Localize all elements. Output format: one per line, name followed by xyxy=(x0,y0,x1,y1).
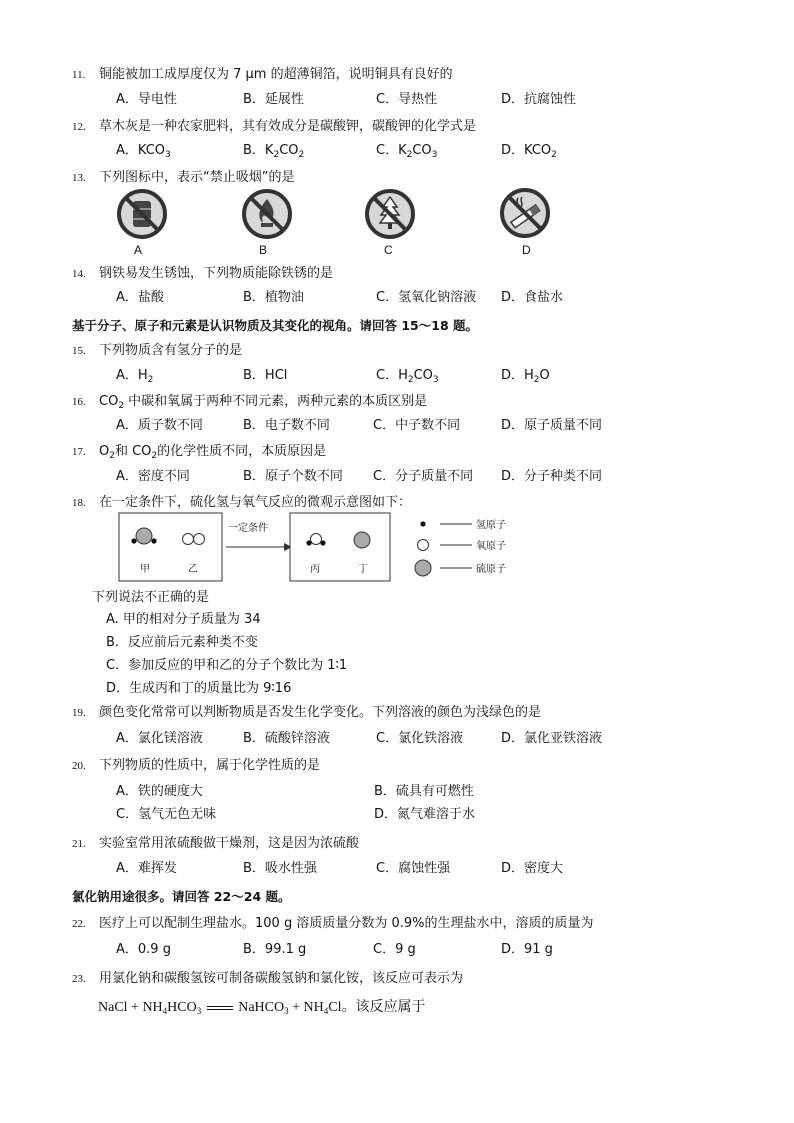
q14-option-a: A．盐酸 xyxy=(116,290,164,305)
q14-option-c: C．氢氧化钠溶液 xyxy=(376,290,477,305)
q20-number: 20. xyxy=(72,760,86,772)
q19-option-a: A．氯化镁溶液 xyxy=(116,731,203,746)
q16-option-a: A．质子数不同 xyxy=(116,418,203,433)
q22-option-d: D．91 g xyxy=(501,942,553,957)
q23-equation: NaCl + $NH_4HCO_3$ NaHCO$_3$ + $NH_4Cl$。该反应属于 xyxy=(98,1000,426,1016)
q16-stem: $CO_2$ 中碳和氧属于两种不同元素，两种元素的本质区别是 xyxy=(99,394,428,411)
label-bing: 丙 xyxy=(310,564,320,575)
q12-option-c: C．$K_2CO_3$ xyxy=(376,143,438,160)
q14-stem: 钢铁易发生锈蚀，下列物质能除铁锈的是 xyxy=(99,266,334,281)
q12-option-b: B．$K_2CO_2$ xyxy=(243,143,305,160)
q17-option-a: A．密度不同 xyxy=(116,469,190,484)
q21-option-c: C．腐蚀性强 xyxy=(376,861,451,876)
q23-stem: 用氯化钠和碳酸氢铵可制备碳酸氢钠和氯化铵，该反应可表示为 xyxy=(99,971,464,986)
q20-option-c: C．氢气无色无味 xyxy=(116,807,217,822)
q12-option-d: D．$KCO_2$ xyxy=(501,143,557,160)
q18-option-a: A. 甲的相对分子质量为 34 xyxy=(106,612,261,627)
q17-number: 17. xyxy=(72,446,86,458)
q17-option-b: B．原子个数不同 xyxy=(243,469,343,484)
legend-oxygen-label: 氧原子 xyxy=(476,541,506,552)
q16-option-c: C．中子数不同 xyxy=(373,418,461,433)
q15-option-d: D．$H_2O$ xyxy=(501,368,550,385)
q21-number: 21. xyxy=(72,838,86,850)
section-heading-22-24: 氯化钠用途很多。请回答 22～24 题。 xyxy=(72,889,291,904)
q19-option-b: B．硫酸锌溶液 xyxy=(243,731,330,746)
q12-option-a: A．$KCO_3$ xyxy=(116,143,171,160)
q11-stem: 铜能被加工成厚度仅为 7 μm 的超薄铜箔，说明铜具有良好的 xyxy=(99,67,453,82)
reaction-diagram xyxy=(118,512,538,584)
q19-option-c: C．氯化铁溶液 xyxy=(376,731,464,746)
q22-option-b: B．99.1 g xyxy=(243,942,307,957)
q18-option-d: D．生成丙和丁的质量比为 9∶16 xyxy=(106,681,292,696)
section-heading-15-18: 基于分子、原子和元素是认识物质及其变化的视角。请回答 15～18 题。 xyxy=(72,318,478,333)
q18-stem: 在一定条件下，硫化氢与氧气反应的微观示意图如下： xyxy=(99,495,412,510)
q15-option-c: C．$H_2CO_3$ xyxy=(376,368,439,385)
q21-stem: 实验室常用浓硫酸做干燥剂，这是因为浓硫酸 xyxy=(99,836,360,851)
label-yi: 乙 xyxy=(188,564,198,575)
q15-option-b: B．HCl xyxy=(243,368,288,383)
legend-hydrogen-label: 氢原子 xyxy=(476,520,506,531)
q17-stem: $O_2$和 $CO_2$的化学性质不同，本质原因是 xyxy=(99,444,327,461)
q23-number: 23. xyxy=(72,973,86,985)
q13-label-a: A xyxy=(134,243,143,257)
q15-stem: 下列物质含有氢分子的是 xyxy=(99,343,243,358)
no-logging-sign-icon xyxy=(363,187,417,245)
q20-option-a: A．铁的硬度大 xyxy=(116,784,203,799)
sulfur-atom xyxy=(354,532,370,548)
q21-option-d: D．密度大 xyxy=(501,861,564,876)
q14-number: 14. xyxy=(72,268,86,280)
equals-sign-icon xyxy=(207,1006,233,1010)
q12-stem: 草木灰是一种农家肥料，其有效成分是碳酸钾，碳酸钾的化学式是 xyxy=(99,119,477,134)
label-ding: 丁 xyxy=(358,564,368,575)
q19-stem: 颜色变化常常可以判断物质是否发生化学变化。下列溶液的颜色为浅绿色的是 xyxy=(99,705,542,720)
q22-stem: 医疗上可以配制生理盐水。100 g 溶质质量分数为 0.9%的生理盐水中，溶质的质量为 xyxy=(99,916,594,931)
legend-sulfur-label: 硫原子 xyxy=(476,564,506,575)
legend-hydrogen-icon xyxy=(420,521,425,526)
q13-label-d: D xyxy=(522,243,531,257)
q12-number: 12. xyxy=(72,121,86,133)
reactants-box xyxy=(119,513,222,581)
q11-option-c: C．导热性 xyxy=(376,92,438,107)
q16-option-d: D．原子质量不同 xyxy=(501,418,603,433)
no-fire-sign-icon xyxy=(240,187,294,245)
q14-option-b: B．植物油 xyxy=(243,290,304,305)
q14-option-d: D．食盐水 xyxy=(501,290,564,305)
q21-option-b: B．吸水性强 xyxy=(243,861,317,876)
q19-option-d: D．氯化亚铁溶液 xyxy=(501,731,603,746)
q11-option-a: A．导电性 xyxy=(116,92,177,107)
legend-oxygen-icon xyxy=(418,540,429,551)
q20-option-b: B．硫具有可燃性 xyxy=(374,784,474,799)
q17-option-d: D．分子种类不同 xyxy=(501,469,603,484)
q11-option-d: D．抗腐蚀性 xyxy=(501,92,577,107)
q18-number: 18. xyxy=(72,497,86,509)
q22-option-c: C．9 g xyxy=(373,942,416,957)
q16-option-b: B．电子数不同 xyxy=(243,418,330,433)
legend-sulfur-icon xyxy=(415,560,431,576)
q11-option-b: B．延展性 xyxy=(243,92,304,107)
q11-number: 11. xyxy=(72,69,86,81)
q15-option-a: A．$H_2$ xyxy=(116,368,154,385)
q22-option-a: A．0.9 g xyxy=(116,942,171,957)
no-barrel-sign-icon xyxy=(115,187,169,245)
q13-label-c: C xyxy=(384,243,393,257)
q20-option-d: D．氮气难溶于水 xyxy=(374,807,476,822)
q20-stem: 下列物质的性质中，属于化学性质的是 xyxy=(99,758,321,773)
q18-option-c: C．参加反应的甲和乙的分子个数比为 1∶1 xyxy=(106,658,348,673)
q15-number: 15. xyxy=(72,345,86,357)
q21-option-a: A．难挥发 xyxy=(116,861,177,876)
q19-number: 19. xyxy=(72,707,86,719)
q13-number: 13. xyxy=(72,172,86,184)
q22-number: 22. xyxy=(72,918,86,930)
q18-sub-stem: 下列说法不正确的是 xyxy=(92,590,210,605)
q16-number: 16. xyxy=(72,396,86,408)
products-box xyxy=(290,513,390,581)
label-jia: 甲 xyxy=(140,564,150,575)
reaction-condition: 一定条件 xyxy=(228,523,268,534)
q17-option-c: C．分子质量不同 xyxy=(373,469,474,484)
q13-label-b: B xyxy=(259,243,268,257)
no-smoking-sign-icon xyxy=(498,186,552,244)
q18-option-b: B．反应前后元素种类不变 xyxy=(106,635,258,650)
q13-stem: 下列图标中，表示“禁止吸烟”的是 xyxy=(99,170,295,185)
